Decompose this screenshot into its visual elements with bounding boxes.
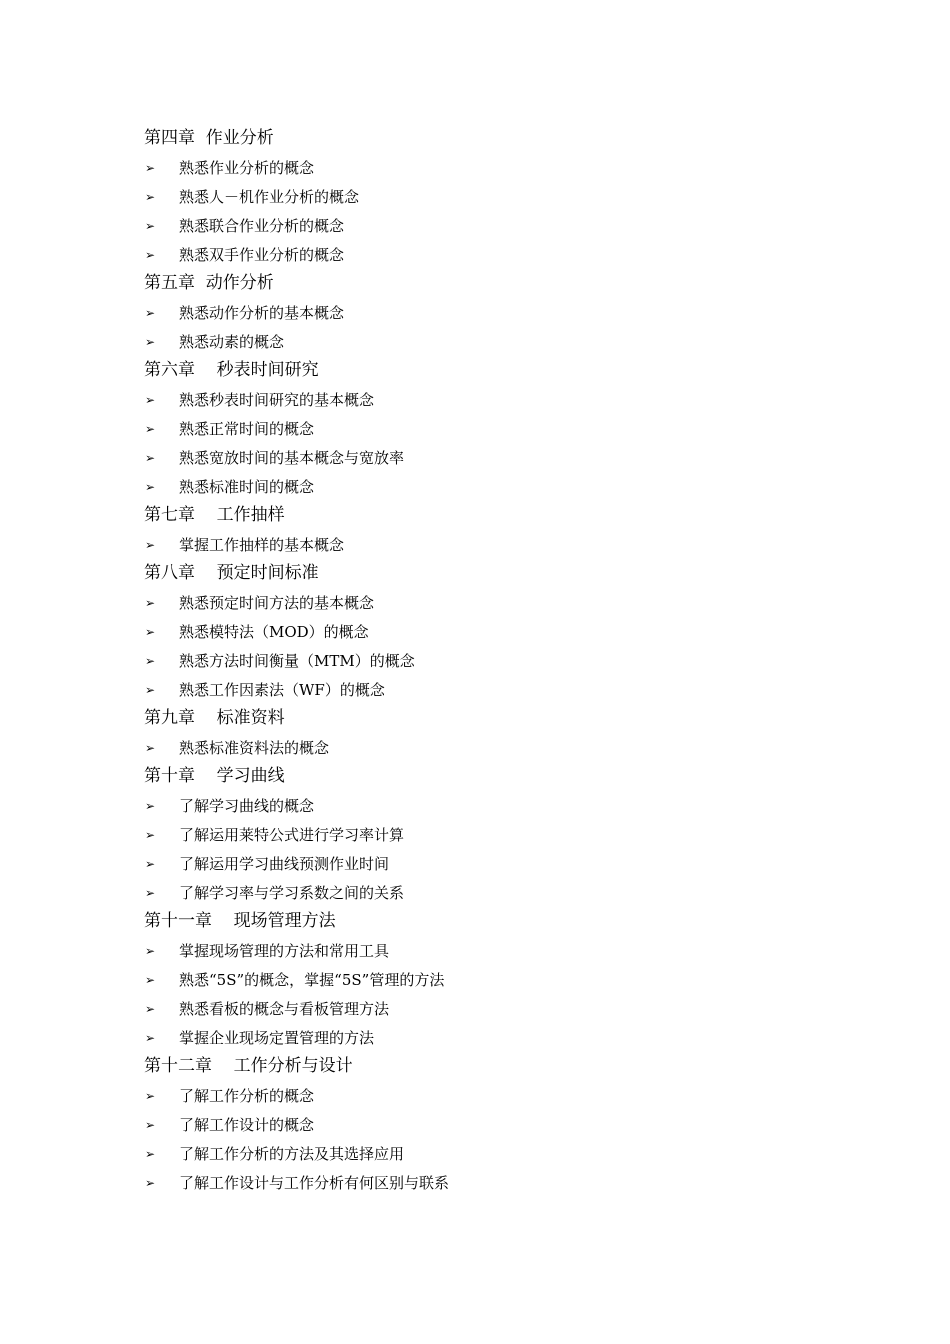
list-item bbox=[144, 588, 844, 617]
arrowhead-bullet-icon: ➢ bbox=[145, 479, 156, 494]
list-item bbox=[144, 791, 844, 820]
list-item bbox=[144, 994, 844, 1023]
list-item bbox=[144, 1139, 844, 1168]
list-item-text: 了解运用莱特公式进行学习率计算 bbox=[179, 826, 405, 844]
chapter-section bbox=[144, 356, 844, 501]
chapter-section bbox=[144, 501, 844, 559]
list-item-text: 熟悉预定时间方法的基本概念 bbox=[179, 594, 375, 612]
arrowhead-bullet-icon: ➢ bbox=[145, 160, 156, 175]
chapter-title: 第十章 学习曲线 bbox=[144, 766, 285, 786]
arrowhead-bullet-icon: ➢ bbox=[145, 1146, 156, 1161]
chapter-item-list bbox=[144, 588, 844, 704]
list-item-text: 熟悉作业分析的概念 bbox=[179, 159, 315, 177]
arrowhead-bullet-icon: ➢ bbox=[145, 1117, 156, 1132]
list-item-text: 熟悉标准资料法的概念 bbox=[179, 739, 330, 757]
arrowhead-bullet-icon: ➢ bbox=[145, 595, 156, 610]
list-item bbox=[144, 646, 844, 675]
list-item bbox=[144, 965, 844, 994]
arrowhead-bullet-icon: ➢ bbox=[145, 1030, 156, 1045]
arrowhead-bullet-icon: ➢ bbox=[145, 856, 156, 871]
chapter-item-list bbox=[144, 385, 844, 501]
list-item bbox=[144, 1110, 844, 1139]
chapter-title: 第十一章 现场管理方法 bbox=[144, 911, 336, 931]
list-item bbox=[144, 298, 844, 327]
arrowhead-bullet-icon: ➢ bbox=[145, 392, 156, 407]
list-item-text: 掌握现场管理的方法和常用工具 bbox=[179, 942, 390, 960]
arrowhead-bullet-icon: ➢ bbox=[145, 885, 156, 900]
arrowhead-bullet-icon: ➢ bbox=[145, 421, 156, 436]
list-item-text: 熟悉双手作业分析的概念 bbox=[179, 246, 345, 264]
list-item bbox=[144, 443, 844, 472]
chapter-title: 第七章 工作抽样 bbox=[144, 505, 285, 525]
list-item bbox=[144, 1168, 844, 1197]
list-item-text: 熟悉秒表时间研究的基本概念 bbox=[179, 391, 375, 409]
arrowhead-bullet-icon: ➢ bbox=[145, 798, 156, 813]
arrowhead-bullet-icon: ➢ bbox=[145, 943, 156, 958]
list-item bbox=[144, 1023, 844, 1052]
list-item-text: 熟悉联合作业分析的概念 bbox=[179, 217, 345, 235]
chapter-title: 第八章 预定时间标准 bbox=[144, 563, 319, 583]
list-item-text: 熟悉动作分析的基本概念 bbox=[179, 304, 345, 322]
arrowhead-bullet-icon: ➢ bbox=[145, 305, 156, 320]
chapter-title: 第九章 标准资料 bbox=[144, 708, 285, 728]
arrowhead-bullet-icon: ➢ bbox=[145, 740, 156, 755]
list-item-text: 熟悉宽放时间的基本概念与宽放率 bbox=[179, 449, 405, 467]
list-item bbox=[144, 414, 844, 443]
list-item bbox=[144, 849, 844, 878]
list-item-text: 掌握企业现场定置管理的方法 bbox=[179, 1029, 375, 1047]
arrowhead-bullet-icon: ➢ bbox=[145, 218, 156, 233]
list-item bbox=[144, 240, 844, 269]
chapter-item-list bbox=[144, 936, 844, 1052]
chapter-item-list bbox=[144, 298, 844, 356]
chapter-title: 第四章 作业分析 bbox=[144, 128, 274, 148]
list-item-text: 了解学习率与学习系数之间的关系 bbox=[179, 884, 405, 902]
list-item-text: 熟悉标准时间的概念 bbox=[179, 478, 315, 496]
list-item-text: 了解工作设计的概念 bbox=[179, 1116, 315, 1134]
list-item bbox=[144, 878, 844, 907]
list-item bbox=[144, 617, 844, 646]
chapter-title: 第六章 秒表时间研究 bbox=[144, 360, 319, 380]
document-body bbox=[144, 124, 844, 1197]
chapter-section bbox=[144, 124, 844, 269]
chapter-section bbox=[144, 762, 844, 907]
list-item bbox=[144, 733, 844, 762]
list-item bbox=[144, 530, 844, 559]
list-item-text: 熟悉动素的概念 bbox=[179, 333, 285, 351]
arrowhead-bullet-icon: ➢ bbox=[145, 334, 156, 349]
chapter-title: 第五章 动作分析 bbox=[144, 273, 274, 293]
list-item-text: 熟悉工作因素法（WF）的概念 bbox=[179, 681, 385, 699]
list-item-text: 熟悉模特法（MOD）的概念 bbox=[179, 623, 369, 641]
arrowhead-bullet-icon: ➢ bbox=[145, 247, 156, 262]
chapter-title: 第十二章 工作分析与设计 bbox=[144, 1056, 353, 1076]
list-item-text: 掌握工作抽样的基本概念 bbox=[179, 536, 345, 554]
arrowhead-bullet-icon: ➢ bbox=[145, 1088, 156, 1103]
list-item bbox=[144, 936, 844, 965]
chapter-item-list bbox=[144, 791, 844, 907]
chapter-section bbox=[144, 1052, 844, 1197]
chapter-item-list bbox=[144, 153, 844, 269]
list-item-text: 熟悉人－机作业分析的概念 bbox=[179, 188, 360, 206]
chapter-section bbox=[144, 907, 844, 1052]
arrowhead-bullet-icon: ➢ bbox=[145, 827, 156, 842]
list-item-text: 了解运用学习曲线预测作业时间 bbox=[179, 855, 390, 873]
list-item-text: 了解工作分析的概念 bbox=[179, 1087, 315, 1105]
list-item bbox=[144, 211, 844, 240]
list-item bbox=[144, 820, 844, 849]
chapter-section bbox=[144, 704, 844, 762]
list-item-text: 熟悉正常时间的概念 bbox=[179, 420, 315, 438]
list-item-text: 了解工作分析的方法及其选择应用 bbox=[179, 1145, 405, 1163]
arrowhead-bullet-icon: ➢ bbox=[145, 537, 156, 552]
chapter-item-list bbox=[144, 733, 844, 762]
list-item-text: 了解工作设计与工作分析有何区别与联系 bbox=[179, 1174, 450, 1192]
arrowhead-bullet-icon: ➢ bbox=[145, 624, 156, 639]
list-item-text: 熟悉“5S”的概念，掌握“5S”管理的方法 bbox=[179, 971, 445, 989]
list-item-text: 熟悉看板的概念与看板管理方法 bbox=[179, 1000, 390, 1018]
list-item bbox=[144, 327, 844, 356]
arrowhead-bullet-icon: ➢ bbox=[145, 1001, 156, 1016]
arrowhead-bullet-icon: ➢ bbox=[145, 1175, 156, 1190]
list-item bbox=[144, 675, 844, 704]
list-item bbox=[144, 1081, 844, 1110]
chapter-item-list bbox=[144, 530, 844, 559]
chapter-section bbox=[144, 269, 844, 356]
list-item bbox=[144, 472, 844, 501]
chapter-item-list bbox=[144, 1081, 844, 1197]
list-item-text: 了解学习曲线的概念 bbox=[179, 797, 315, 815]
list-item bbox=[144, 385, 844, 414]
chapter-section bbox=[144, 559, 844, 704]
arrowhead-bullet-icon: ➢ bbox=[145, 682, 156, 697]
list-item bbox=[144, 153, 844, 182]
arrowhead-bullet-icon: ➢ bbox=[145, 189, 156, 204]
arrowhead-bullet-icon: ➢ bbox=[145, 972, 156, 987]
arrowhead-bullet-icon: ➢ bbox=[145, 450, 156, 465]
arrowhead-bullet-icon: ➢ bbox=[145, 653, 156, 668]
list-item-text: 熟悉方法时间衡量（MTM）的概念 bbox=[179, 652, 415, 670]
list-item bbox=[144, 182, 844, 211]
